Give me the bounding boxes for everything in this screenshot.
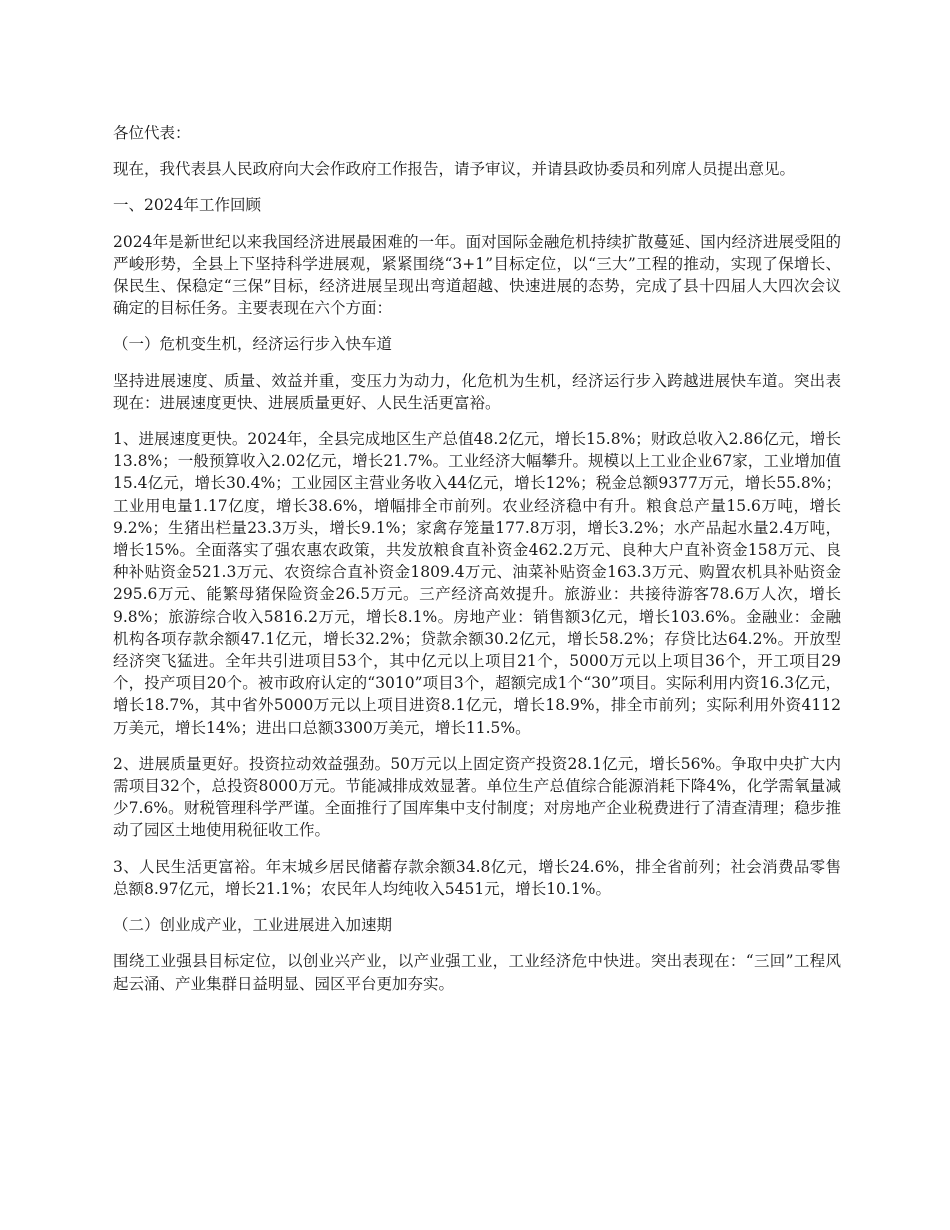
item-livelihood-paragraph: 3、人民生活更富裕。年末城乡居民储蓄存款余额34.8亿元，增长24.6%，排全省前列；社会消费品零售总额8.97亿元，增长21.1%；农民年人均纯收入5451元，增长10.1%。 [113,857,841,898]
subsection-1-summary: 坚持进展速度、质量、效益并重，变压力为动力，化危机为生机，经济运行步入跨越进展快车道。突出表现在：进展速度更快、进展质量更好、人民生活更富裕。 [113,371,841,412]
intro-paragraph: 现在，我代表县人民政府向大会作政府工作报告，请予审议，并请县政协委员和列席人员提出意见。 [113,160,796,179]
subsection-2-summary: 围绕工业强县目标定位，以创业兴产业，以产业强工业，工业经济危中快进。突出表现在：“三回”工程风起云涌、产业集群日益明显、园区平台更加夯实。 [113,952,841,993]
subsection-heading-2: （二）创业成产业，工业进展进入加速期 [113,916,393,935]
salutation: 各位代表： [113,124,191,142]
report-document [113,122,841,1009]
item-speed-paragraph: 1、进展速度更快。2024年，全县完成地区生产总值48.2亿元，增长15.8%；财政总收入2.86亿元，增长13.8%；一般预算收入2.02亿元，增长21.7%。工业经济大幅攀升。规模以上工业企业67家，工业增加值15.4亿元，增长30.4%；工业园区主营业务收入44亿元，增长12%；税金总额9377万元，增长55.8%；工业用电量1.17亿度，增长38.6%，增幅排全市前列。农业经济稳中有升。粮食总产量15.6万吨，增长9.2%；生猪出栏量23.3万头，增长9.1%；家禽存笼量177.8万羽，增长3.2%；水产品起水量2.4万吨，增长15%。全面落实了强农惠农政策，共发放粮食直补资金462.2万元、良种大户直补资金158万元、良种补贴资金521.3万元、农资综合直补资金1809.4万元、油菜补贴资金163.3万元、购置农机具补贴资金295.6万元、能繁母猪保险资金26.5万元。三产经济高效提升。旅游业：共接待游客78.6万人次，增长9.8%；旅游综合收入5816.2万元，增长8.1%。房地产业：销售额3亿元，增长103.6%。金融业：金融机构各项存款余额47.1亿元，增长32.2%；贷款余额30.2亿元，增长58.2%；存贷比达64.2%。开放型经济突飞猛进。全年共引进项目53个，其中亿元以上项目21个，5000万元以上项目36个，开工项目29个，投产项目20个。被市政府认定的“3010”项目3个，超额完成1个“30”项目。实际利用内资16.3亿元，增长18.7%，其中省外5000万元以上项目进资8.1亿元，增长18.9%，排全市前列；实际利用外资4112万美元，增长14%；进出口总额3300万美元，增长11.5%。 [113,430,841,737]
section-heading-review: 一、2024年工作回顾 [113,196,261,215]
overview-paragraph: 2024年是新世纪以来我国经济进展最困难的一年。面对国际金融危机持续扩散蔓延、国内经济进展受阻的严峻形势，全县上下坚持科学进展观，紧紧围绕“3+1”目标定位，以“三大”工程的推动，实现了保增长、保民生、保稳定“三保”目标，经济进展呈现出弯道超越、快速进展的态势，完成了县十四届人大四次会议确定的目标任务。主要表现在六个方面： [113,232,841,318]
item-quality-paragraph: 2、进展质量更好。投资拉动效益强劲。50万元以上固定资产投资28.1亿元，增长56%。争取中央扩大内需项目32个，总投资8000万元。节能减排成效显著。单位生产总值综合能源消耗下降4%，化学需氧量减少7.6%。财税管理科学严谨。全面推行了国库集中支付制度；对房地产企业税费进行了清查清理；稳步推动了园区土地使用税征收工作。 [113,754,841,840]
subsection-heading-1: （一）危机变生机，经济运行步入快车道 [113,335,393,354]
